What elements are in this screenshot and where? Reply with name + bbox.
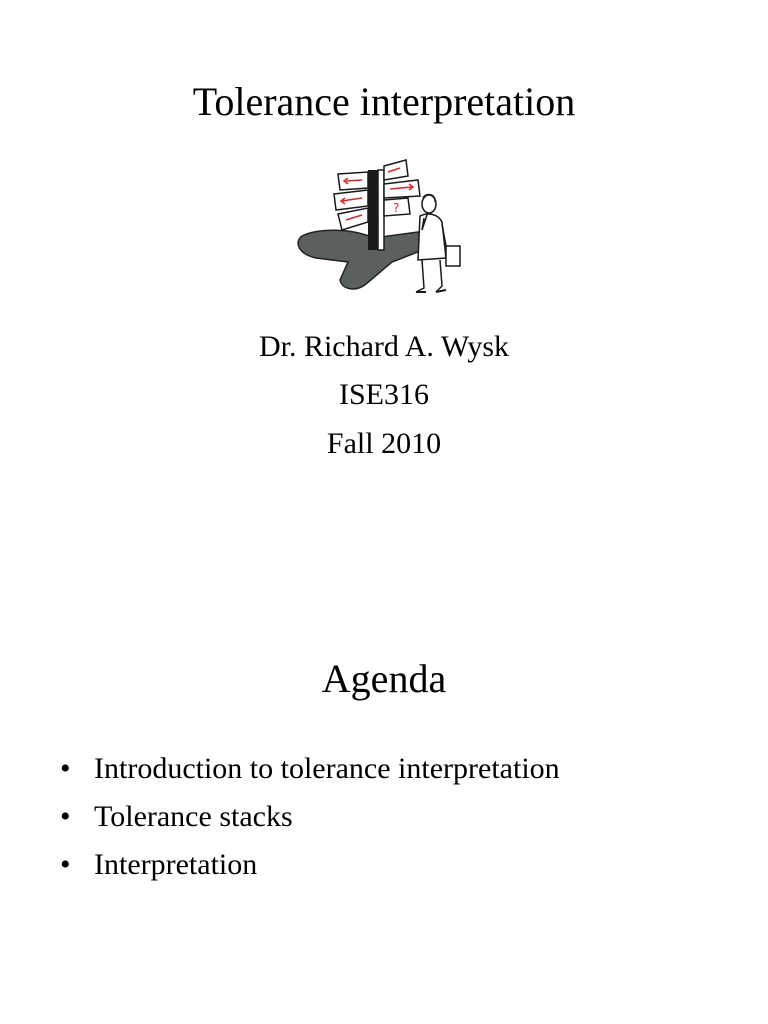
bullet-icon: •: [60, 800, 71, 833]
agenda-list: [60, 745, 560, 889]
list-item: [60, 793, 560, 841]
course-code: ISE316: [339, 378, 429, 411]
list-item-label: Interpretation: [94, 848, 258, 881]
list-item-label: Introduction to tolerance interpretation: [94, 752, 560, 785]
bullet-icon: •: [60, 752, 71, 785]
signpost-confused-man-icon: [296, 158, 474, 296]
bullet-icon: •: [60, 848, 71, 881]
term: Fall 2010: [326, 427, 442, 460]
list-item: [60, 745, 560, 793]
list-item: [60, 841, 560, 889]
slide-title: Tolerance interpretation: [192, 79, 576, 124]
svg-text:?: ?: [393, 201, 400, 215]
list-item-label: Tolerance stacks: [94, 800, 293, 833]
author-name: Dr. Richard A. Wysk: [258, 330, 510, 363]
slide-title: Agenda: [321, 656, 447, 701]
agenda-slide: [0, 512, 768, 1024]
